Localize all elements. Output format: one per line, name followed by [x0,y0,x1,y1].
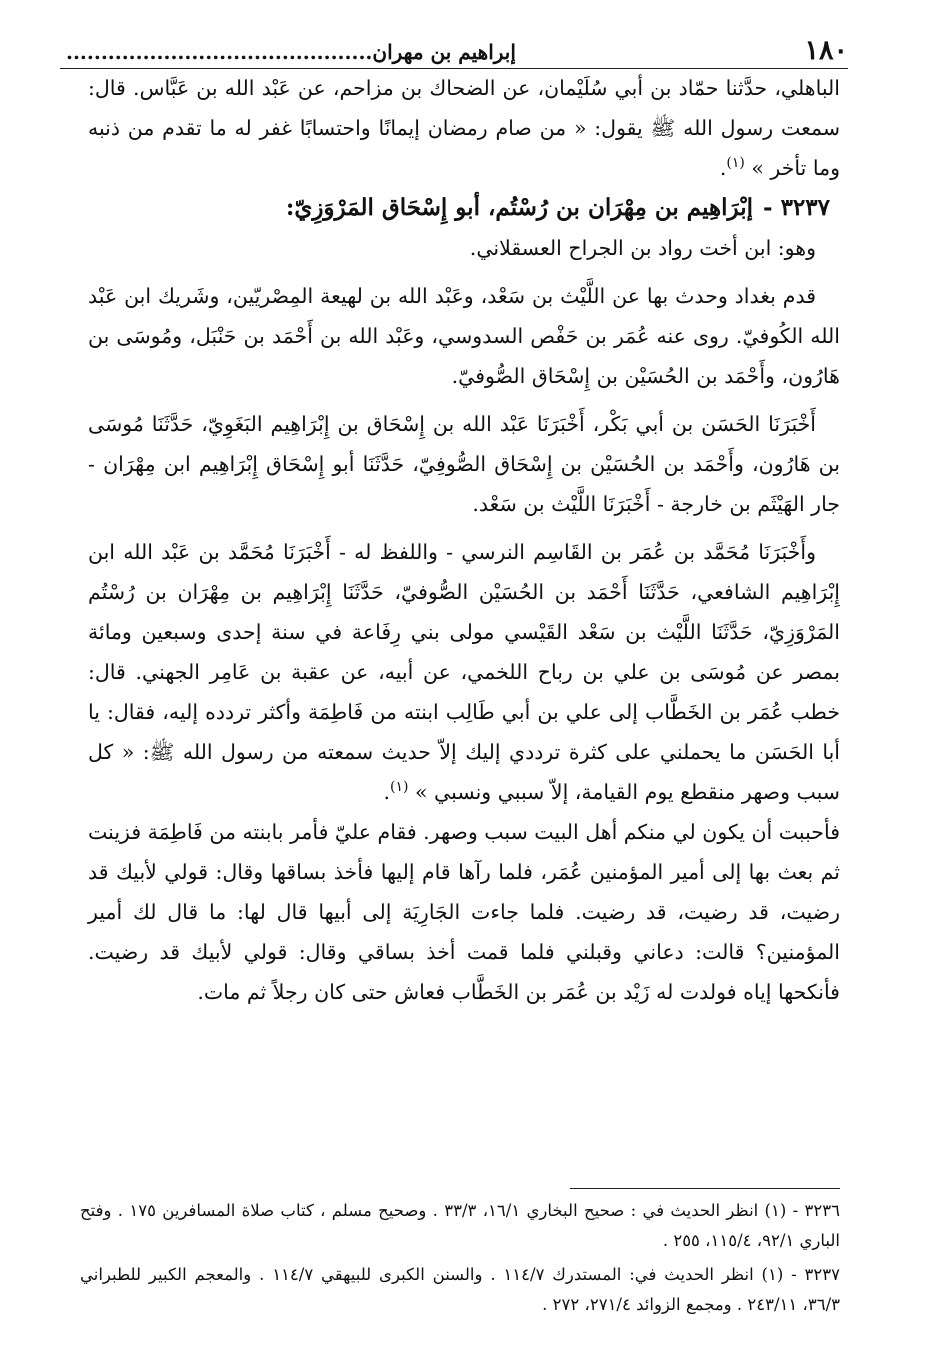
running-title-text: إبراهيم بن مهران [372,40,516,64]
footnote-divider [570,1188,840,1189]
footnote-ref-1: (١) [726,155,745,172]
footnotes [80,1196,840,1324]
paragraph-6: فأحببت أن يكون لي منكم أهل البيت سبب وصهر. فقام عليّ فأمر بابنته من فَاطِمَة فزينت ثم بعث بها إلى أمير المؤمنين عُمَر، فلما رآها قام إليها فأخذ بساقها وقال: قولي لأبيك قد رضيت، قد رضيت، قد رضيت. فلما جاءت الجَارِيَة إلى أبيها قال لها: ما قال لك أمير المؤمنين؟ قالت: دعاني وقبلني فلما قمت أخذ بساقي وقال: قولي لأبيك قد رضيت. فأنكحها إياه فولدت له زَيْد بن عُمَر بن الخَطَّاب فعاش حتى كان رجلاً ثم مات. [88,820,840,1004]
paragraph-1-text: الباهلي، حدَّثنا حمّاد بن أبي سُلَيْمان، عن الضحاك بن مزاحم، عن عَبْد الله بن عَبَّاس. قال: سمعت رسول الله ﷺ يقول: « من صام رمضان إيمانًا واحتسابًا غفر له ما تقدم من ذنبه وما تأخر » [88,76,840,180]
paragraph-5 [88,532,840,812]
footnote-3236: ٣٢٣٦ - (١) انظر الحديث في : صحيح البخاري ١٦/١، ٣٣/٣ . وصحيح مسلم ، كتاب صلاة المسافرين ١٧٥ . وفتح الباري ٩٢/١، ١١٥/٤، ٢٥٥ . [80,1201,840,1250]
page-header [60,28,848,69]
paragraph-3: قدم بغداد وحدث بها عن اللَّيْث بن سَعْد، وعَبْد الله بن لهيعة المِصْريّين، وشَريك ابن عَبْد الله الكُوفيّ. روى عنه عُمَر بن حَفْص السدوسي، وعَبْد الله بن أَحْمَد بن حَنْبَل، ومُوسَى بن هَارُون، وأَحْمَد بن الحُسَيْن بن إِسْحَاق الصُّوفيّ. [88,284,840,388]
entry-title: إبْرَاهِيم بن مِهْرَان بن رُسْتُم، أبو إِسْحَاق المَرْوَزِيّ: [285,194,754,221]
paragraph-5-text: وأَخْبَرَنَا مُحَمَّد بن عُمَر بن القَاسِم النرسي - واللفظ له - أَخْبَرَنَا مُحَمَّد بن عَبْد الله ابن إِبْرَاهِيم الشافعي، حَدَّثَنَا أَحْمَد بن الحُسَيْن الصُّوفيّ، حَدَّثَنَا إِبْرَاهِيم بن مِهْرَان بن رُسْتُم المَرْوَزِيّ، حَدَّثَنَا اللَّيْث بن سَعْد القَيْسي مولى بني رِفَاعة في سنة إحدى وسبعين ومائة بمصر عن مُوسَى بن علي بن رباح اللخمي، عن أبيه، عن عقبة بن عَامِر الجهني. قال: خطب عُمَر بن الخَطَّاب إلى علي بن أبي طَالِب ابنته من فَاطِمَة وأكثر تردده إليه، فقال: يا أبا الحَسَن ما يحملني على كثرة ترددي إليك إلاّ حديث سمعته من رسول الله ﷺ: « كل سبب وصهر منقطع يوم القيامة، إلاّ سببي ونسبي » [88,540,840,804]
page-number: ١٨٠ [804,35,848,66]
paragraph-continuation [88,68,840,188]
paragraph-4: أَخْبَرَنَا الحَسَن بن أبي بَكْر، أَخْبَرَنَا عَبْد الله بن إِسْحَاق بن إِبْرَاهِيم البَغَوِيّ، حَدَّثَنَا مُوسَى بن هَارُون، وأَحْمَد بن الحُسَيْن بن إِسْحَاق الصُّوفِيّ، حَدَّثَنَا أبو إِسْحَاق إِبْرَاهِيم ابن مِهْرَان - جار الهَيْثَم بن خارجة - أَخْبَرَنَا اللَّيْث بن سَعْد. [88,412,840,516]
paragraph-1-end: . [719,156,727,180]
running-title [60,40,516,68]
entry-number: ٣٢٣٧ - [763,194,830,221]
footnote-ref-2: (١) [389,779,409,796]
entry-heading [88,188,840,228]
paragraph-5-end: . [383,780,390,804]
footnote-3237: ٣٢٣٧ - (١) انظر الحديث في: المستدرك ١١٤/٧ . والسنن الكبرى للبيهقي ١١٤/٧ . والمعجم الكبير للطبراني ٣٦/٣، ٢٤٣/١١ . ومجمع الزوائد ٢٧١/٤، ٢٧٢ . [80,1265,840,1314]
leader-dots: ............................................ [66,40,373,64]
main-text [88,68,840,1012]
paragraph-2: وهو: ابن أخت رواد بن الجراح العسقلاني. [469,236,816,260]
